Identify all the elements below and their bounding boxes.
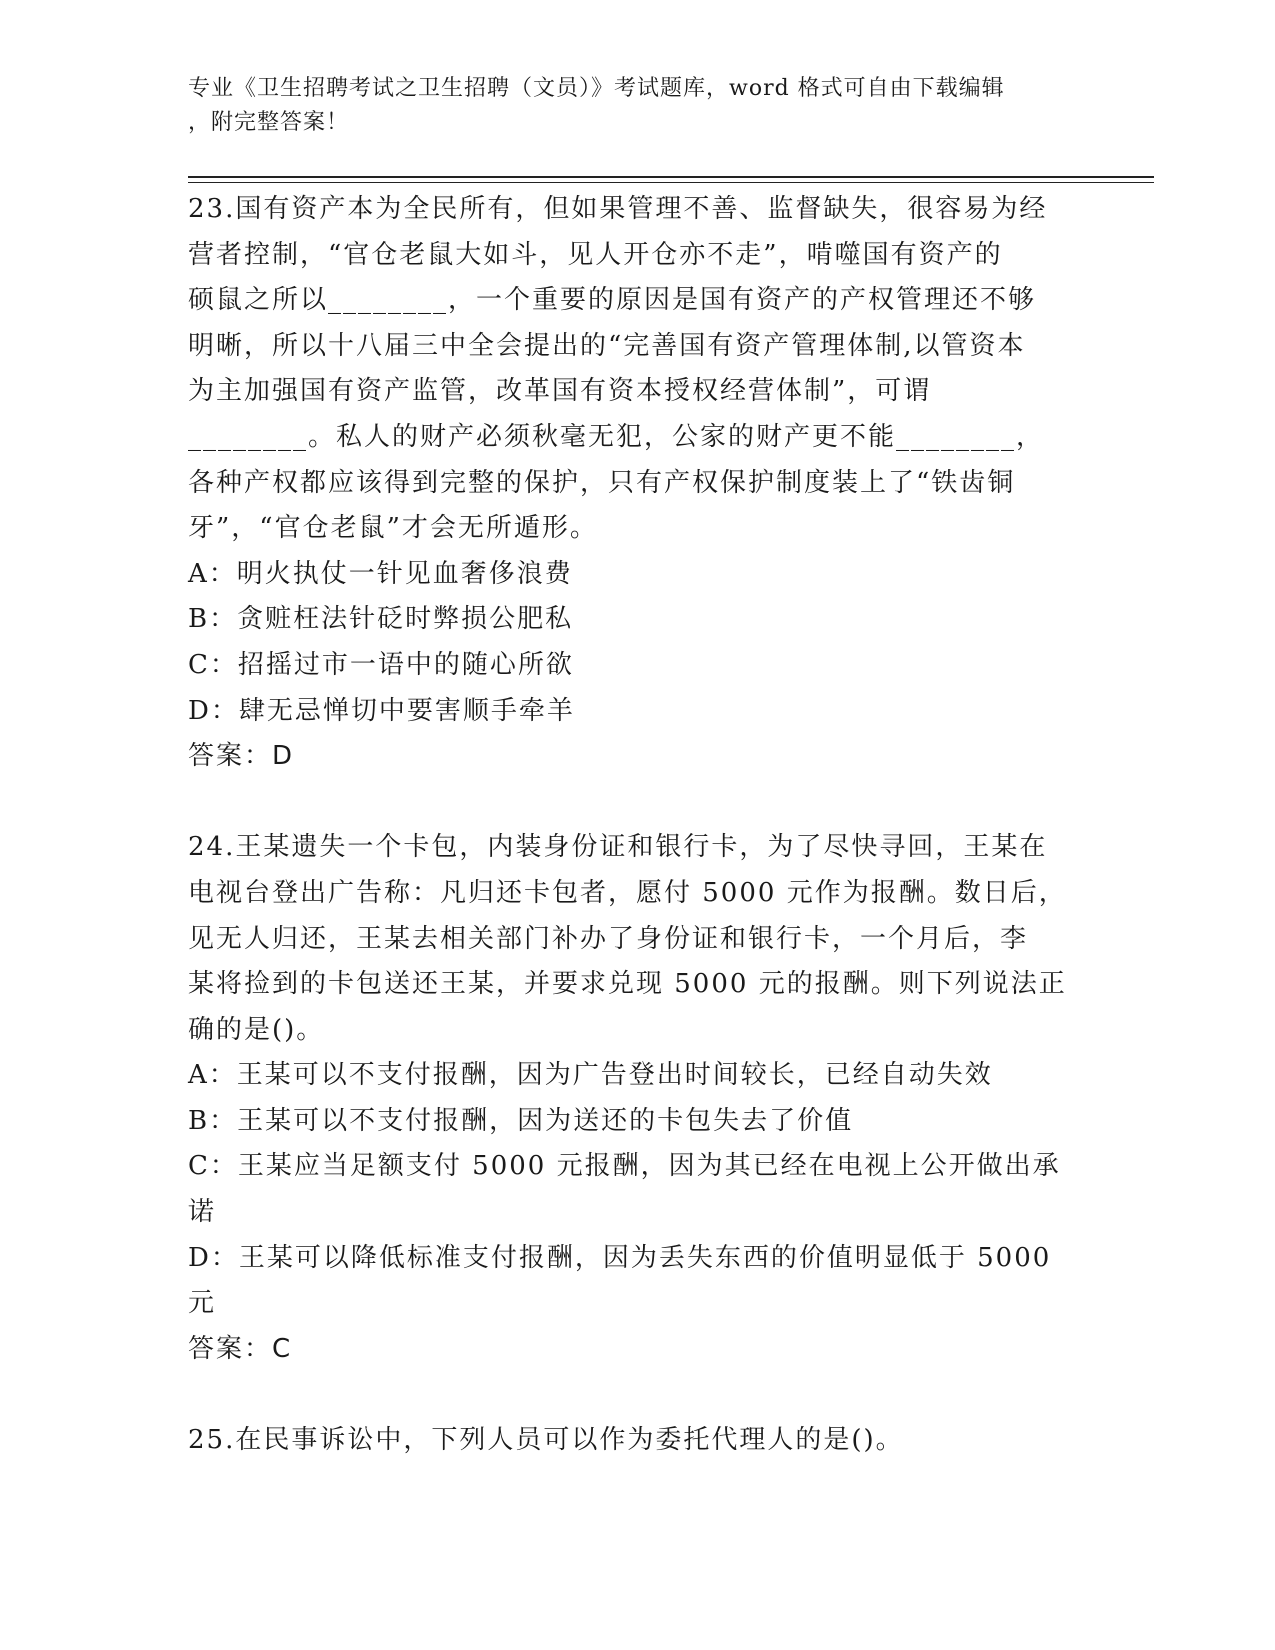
option-c-continued: 诺 [188,1197,217,1228]
question-stem-line: 25.在民事诉讼中，下列人员可以作为委托代理人的是()。 [188,1425,904,1456]
answer-line: 答案：D [188,741,295,772]
option-b: B：王某可以不支付报酬，因为送还的卡包失去了价值 [188,1105,854,1136]
question-24 [188,825,1088,1372]
option-a: A：明火执仗一针见血奢侈浪费 [188,558,573,589]
spacer [188,1372,1088,1418]
question-list [188,187,1088,1464]
question-stem-line: 确的是()。 [188,1014,325,1045]
question-stem-line: 24.王某遗失一个卡包，内装身份证和银行卡，为了尽快寻回，王某在 [188,832,1048,863]
question-25 [188,1418,1088,1464]
option-c: C：王某应当足额支付 5000 元报酬，因为其已经在电视上公开做出承 [188,1151,1061,1182]
question-stem-line: 电视台登出广告称：凡归还卡包者，愿付 5000 元作为报酬。数日后， [188,877,1067,908]
header-line: 专业《卫生招聘考试之卫生招聘（文员）》考试题库，word 格式可自由下载编辑 [188,76,1005,101]
question-23 [188,187,1088,780]
option-c: C：招摇过市一语中的随心所欲 [188,649,574,680]
question-stem-line: 某将捡到的卡包送还王某，并要求兑现 5000 元的报酬。则下列说法正 [188,969,1067,1000]
option-d-continued: 元 [188,1288,217,1319]
header-line: ，附完整答案！ [188,110,350,135]
question-stem-line: 明晰，所以十八届三中全会提出的“完善国有资产管理体制,以管资本 [188,330,1026,361]
option-d: D：王某可以降低标准支付报酬，因为丢失东西的价值明显低于 5000 [188,1242,1052,1273]
header-divider [188,182,1154,183]
question-stem-line: 见无人归还，王某去相关部门补办了身份证和银行卡，一个月后，李 [188,923,1029,954]
question-stem-line: ________。私人的财产必须秋毫无犯，公家的财产更不能________， [188,421,1045,452]
option-b: B：贪赃枉法针砭时弊损公肥私 [188,604,574,635]
option-d: D：肆无忌惮切中要害顺手牵羊 [188,695,575,726]
spacer [188,780,1088,826]
question-stem-line: 营者控制，“官仓老鼠大如斗，见人开仓亦不走”，啃噬国有资产的 [188,239,1003,270]
question-stem-line: 23.国有资产本为全民所有，但如果管理不善、监督缺失，很容易为经 [188,194,1048,224]
answer-line: 答案：C [188,1333,293,1364]
header-divider [188,176,1154,178]
question-stem-line: 硕鼠之所以________，一个重要的原因是国有资产的产权管理还不够 [188,285,1037,316]
question-stem-line: 为主加强国有资产监管，改革国有资本授权经营体制”，可谓 [188,376,932,407]
option-a: A：王某可以不支付报酬，因为广告登出时间较长，已经自动失效 [188,1060,993,1091]
page-header [188,72,1088,140]
question-stem-line: 各种产权都应该得到完整的保护，只有产权保护制度装上了“铁齿铜 [188,467,1016,498]
question-stem-line: 牙”，“官仓老鼠”才会无所遁形。 [188,513,598,544]
